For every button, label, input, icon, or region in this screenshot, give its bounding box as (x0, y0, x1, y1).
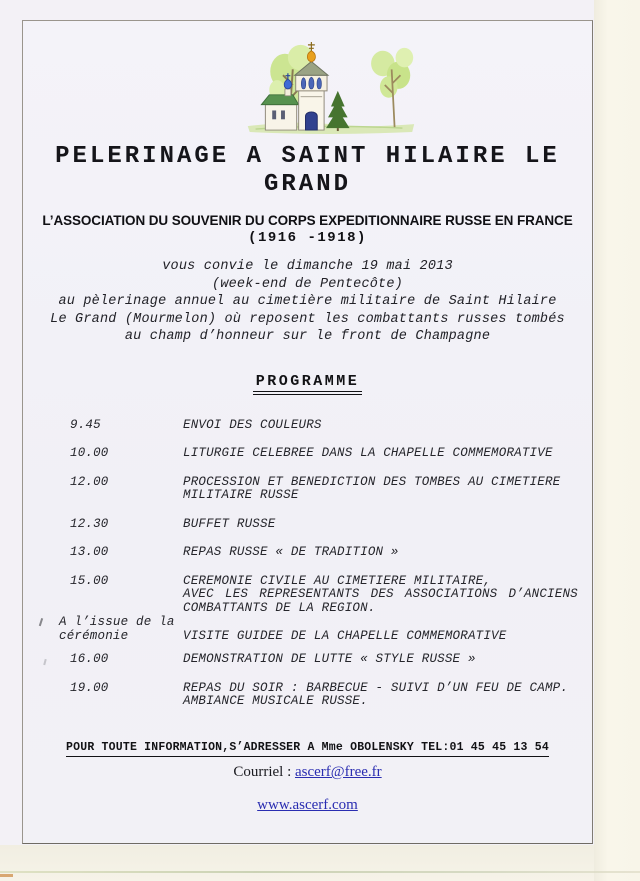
schedule-time: 13.00 (70, 545, 109, 559)
programme-heading: PROGRAMME (253, 373, 363, 395)
orthodox-chapel-illustration (236, 36, 422, 136)
schedule-row (23, 546, 592, 560)
invitation-line: vous convie le dimanche 19 mai 2013 (162, 259, 453, 274)
schedule-row (23, 518, 592, 532)
contact-footer (23, 737, 592, 814)
schedule-time: 12.30 (70, 516, 109, 531)
schedule-desc: VISITE GUIDEE DE LA CHAPELLE COMMEMORATIVE (183, 628, 507, 643)
title-line-1: PELERINAGE A SAINT HILAIRE LE (55, 143, 560, 170)
schedule-row (23, 682, 592, 709)
programme-heading-wrap (23, 372, 592, 395)
schedule-time: 9.45 (70, 417, 101, 432)
schedule-row (23, 653, 592, 667)
schedule-row (23, 575, 592, 616)
schedule-time: 15.00 (70, 573, 109, 588)
association-name: L’ASSOCIATION DU SOUVENIR DU CORPS EXPEDITIONNAIRE RUSSE EN FRANCE (42, 213, 573, 228)
association-years: (1916 -1918) (248, 230, 367, 246)
schedule-desc: REPAS RUSSE « DE TRADITION » (183, 545, 399, 559)
courriel-line (23, 764, 592, 781)
schedule-desc: PROCESSION ET BENEDICTION DES TOMBES AU CIMETIERE (183, 474, 561, 489)
schedule-desc: DEMONSTRATION DE LUTTE « STYLE RUSSE » (183, 652, 476, 666)
invitation-line: Le Grand (Mourmelon) où reposent les combattants russes tombés (50, 311, 565, 327)
schedule-desc: REPAS DU SOIR : BARBECUE - SUIVI D’UN FEU DE CAMP. (183, 680, 569, 695)
schedule-time: 19.00 (70, 680, 109, 695)
schedule-time: 12.00 (70, 474, 109, 489)
scanner-bed-right (594, 0, 640, 881)
courriel-label: Courriel : (233, 764, 295, 780)
schedule-time: A l’issue de la cérémonie (59, 615, 175, 643)
schedule-desc: BUFFET RUSSE (183, 516, 276, 531)
email-link[interactable]: ascerf@free.fr (294, 764, 382, 780)
invitation-line: au pèlerinage annuel au cimetière militaire de Saint Hilaire (58, 294, 557, 309)
title-line-2: GRAND (263, 171, 351, 198)
scanned-page (22, 20, 593, 844)
schedule-desc: CEREMONIE CIVILE AU CIMETIERE MILITAIRE, (183, 573, 492, 588)
schedule-desc: MILITAIRE RUSSE (183, 488, 299, 502)
invitation-text (23, 258, 592, 346)
scan-artifact-corner (0, 874, 13, 877)
programme-schedule (23, 419, 592, 709)
page-title (23, 143, 592, 199)
schedule-desc: AMBIANCE MUSICALE RUSSE. (183, 694, 368, 708)
scanner-edge-line (0, 871, 640, 873)
schedule-time: 16.00 (70, 652, 109, 666)
schedule-row (23, 476, 592, 503)
website-line (23, 797, 592, 814)
schedule-row (23, 616, 592, 643)
invitation-line: (week-end de Pentecôte) (212, 276, 403, 292)
schedule-desc: AVEC LES REPRESENTANTS DES ASSOCIATIONS D’ANCIENS (183, 587, 578, 601)
schedule-row (23, 447, 592, 461)
invitation-line: au champ d’honneur sur le front de Champagne (124, 329, 491, 344)
scanner-bed-bottom (0, 845, 594, 881)
schedule-desc: COMBATTANTS DE LA REGION. (183, 600, 376, 615)
schedule-desc: LITURGIE CELEBREE DANS LA CHAPELLE COMMEMORATIVE (183, 446, 553, 460)
schedule-desc: ENVOI DES COULEURS (183, 417, 322, 432)
website-link[interactable]: www.ascerf.com (257, 797, 358, 813)
schedule-row (23, 419, 592, 433)
schedule-time: 10.00 (70, 446, 109, 460)
contact-info-line: POUR TOUTE INFORMATION,S’ADRESSER A Mme OBOLENSKY TEL:01 45 45 13 54 (66, 741, 549, 757)
